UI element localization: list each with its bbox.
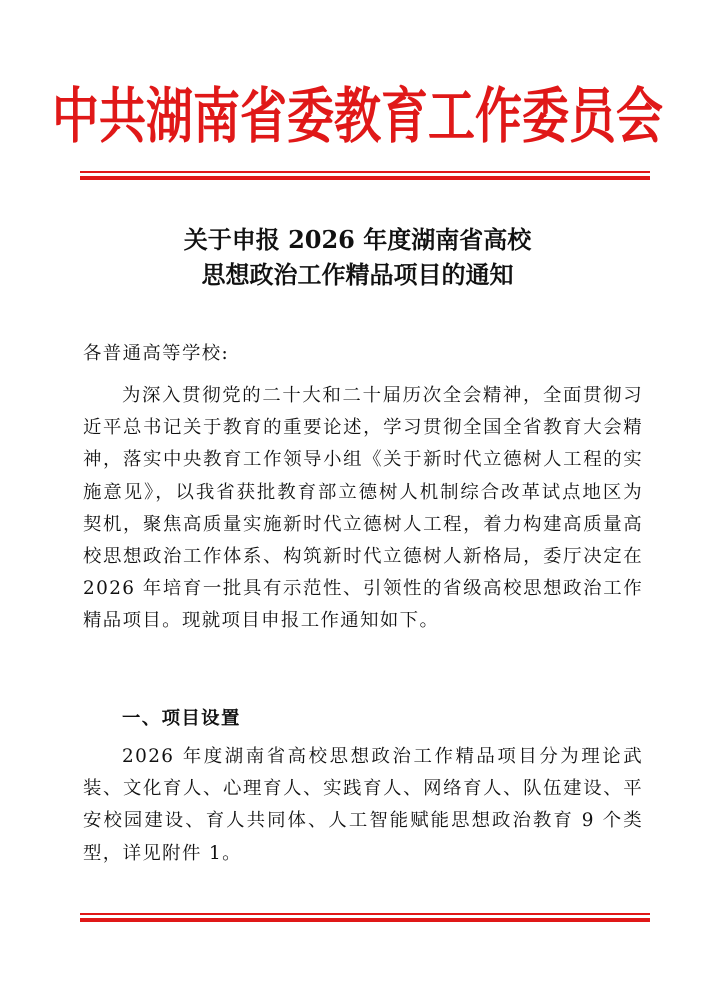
salutation: 各普通高等学校: bbox=[83, 343, 230, 364]
masthead-divider bbox=[80, 171, 650, 180]
masthead-title: 中共湖南省委教育工作委员会 bbox=[52, 81, 663, 153]
section-heading-project-setup: 一、项目设置 bbox=[122, 708, 241, 729]
footer-thick-line bbox=[80, 918, 650, 922]
document-title-line-1: 关于申报 2026 年度湖南省高校 bbox=[183, 225, 532, 254]
paragraph-intro: 为深入贯彻党的二十大和二十届历次全会精神，全面贯彻习近平总书记关于教育的重要论述，学习贯彻全国全省教育大会精神，落实中央教育工作领导小组《关于新时代立德树人工程的实施意见》，以我省获批教育部立德树人机制综合改革试点地区为契机，聚焦高质量实施新时代立德树人工程，着力构建高质量高校思想政治工作体系、构筑新时代立德树人新格局，委厅决定在 2026 年培育一批具有示范性、引领性的省级高校思想政治工作精品项目。现就项目申报工作通知如下。 bbox=[83, 385, 643, 632]
paragraph-project-types: 2026 年度湖南省高校思想政治工作精品项目分为理论武装、文化育人、心理育人、实践育人、网络育人、队伍建设、平安校园建设、育人共同体、人工智能赋能思想政治教育 9 个类型，详见附件 1。 bbox=[83, 746, 643, 864]
document-title-line-2: 思想政治工作精品项目的通知 bbox=[201, 260, 514, 289]
footer-thin-line bbox=[80, 913, 650, 915]
divider-thin-line bbox=[80, 171, 650, 173]
divider-thick-line bbox=[80, 176, 650, 180]
footer-divider bbox=[80, 913, 650, 922]
